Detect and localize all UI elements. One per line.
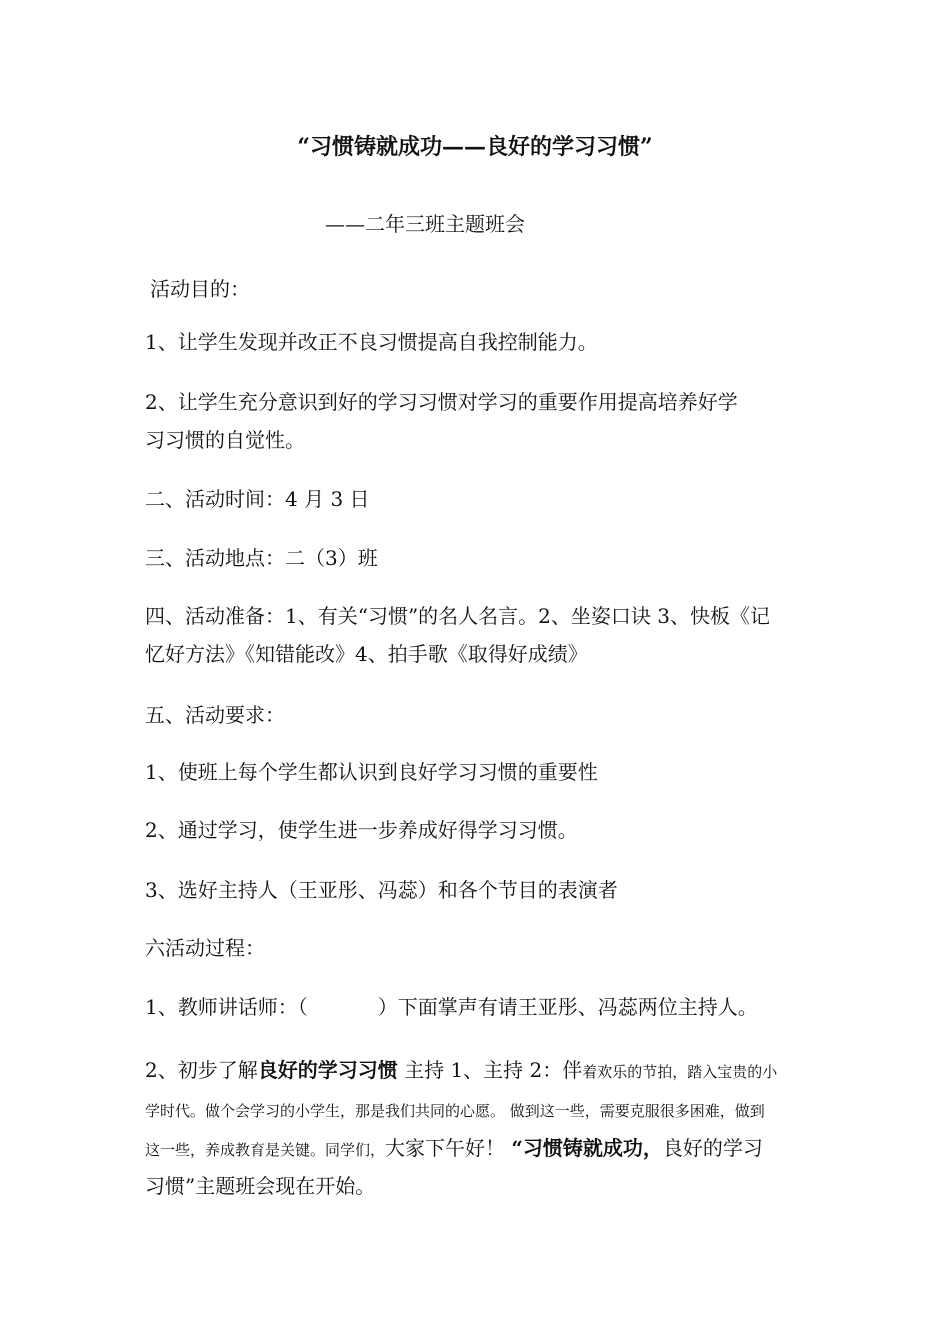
process-step-2-bold-2: “习惯铸就成功， [511,1136,663,1160]
process-step-2-prefix: 2、初步了解 [145,1058,258,1082]
activity-prep-line-2: 忆好方法》《知错能改》4、拍手歌《取得好成绩》 [145,642,588,666]
activity-prep-line-1: 四、活动准备：1、有关“习惯”的名人名言。2、坐姿口诀 3、快板《记 [145,604,770,628]
document-title: “习惯铸就成功——良好的学习习惯” [297,134,653,160]
process-step-2-line-1 [145,1051,810,1092]
process-step-2-line-3 [145,1129,810,1170]
process-step-2-greeting: 大家下午好！ [385,1136,512,1160]
goal-item-2-line-1: 2、让学生充分意识到好的学习习惯对学习的重要作用提高培养好学 [145,390,738,414]
process-heading: 六活动过程： [145,936,265,960]
goal-heading: 活动目的： [150,277,250,301]
process-step-2-small-1: 着欢乐的节拍，踏入宝贵的小 [582,1063,778,1081]
process-step-2-small-2: 学时代。做个会学习的小学生，那是我们共同的心愿。 做到这一些，需要克服很多困难，做到 [145,1102,765,1120]
process-step-1-start: 1、教师讲话师：（ [145,995,308,1019]
process-step-2-bold: 良好的学习习惯 [257,1058,398,1082]
process-step-1 [145,988,810,1027]
process-step-2-host: 主持 1、主持 2：伴 [397,1058,583,1082]
goal-item-1: 1、让学生发现并改正不良习惯提高自我控制能力。 [145,330,598,354]
goal-item-2-line-2: 习习惯的自觉性。 [145,428,305,452]
process-step-2-line-4: 习惯”主题班会现在开始。 [145,1174,376,1198]
requirement-item-2: 2、通过学习，使学生进一步养成好得学习习惯。 [145,818,578,842]
activity-time: 二、活动时间：4 月 3 日 [145,487,370,511]
activity-place: 三、活动地点：二（3）班 [145,546,378,570]
requirement-item-1: 1、使班上每个学生都认识到良好学习习惯的重要性 [145,760,598,784]
requirement-item-3: 3、选好主持人（王亚彤、冯蕊）和各个节目的表演者 [145,878,618,902]
process-step-1-end: ）下面掌声有请王亚彤、冯蕊两位主持人。 [377,995,758,1019]
requirements-heading: 五、活动要求： [145,703,285,727]
process-step-2-line-2 [145,1090,810,1131]
process-step-2-small-3: 这一些，养成教育是关键。同学们， [145,1141,386,1159]
process-step-2-tail: 良好的学习 [662,1136,763,1160]
document-subtitle: ——二年三班主题班会 [325,212,525,236]
